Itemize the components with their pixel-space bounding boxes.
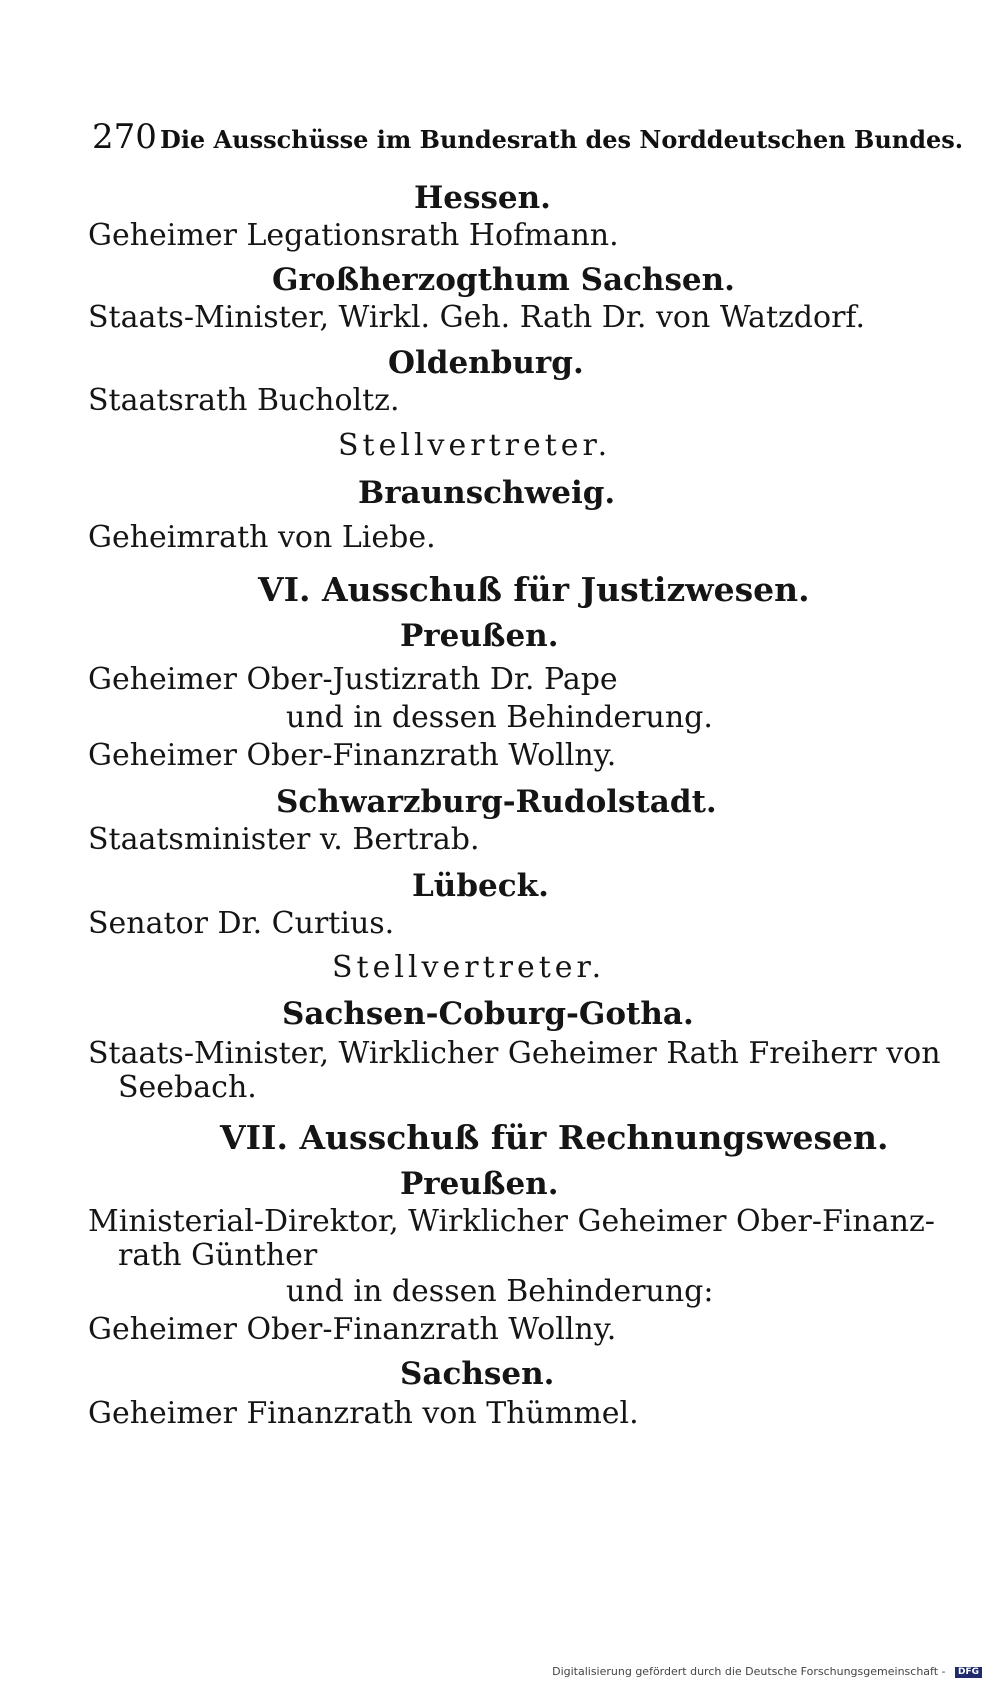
state-heading-oldenburg: Oldenburg.	[388, 345, 584, 381]
state-heading-schwarzburg-rudolstadt: Schwarzburg-Rudolstadt.	[276, 784, 717, 820]
member-line-continuation: rath Günther	[118, 1238, 318, 1273]
state-heading-preussen: Preußen.	[400, 1166, 559, 1202]
state-heading-preussen: Preußen.	[400, 618, 559, 654]
dfg-logo: DFG	[955, 1667, 982, 1678]
state-heading-luebeck: Lübeck.	[412, 868, 549, 904]
member-line: Staats-Minister, Wirklicher Geheimer Rath Freiherr von	[88, 1036, 941, 1071]
page-number: 270	[92, 117, 157, 157]
running-title: Die Ausschüsse im Bundesrath des Norddeutschen Bundes.	[160, 125, 964, 154]
deputies-label: Stellvertreter.	[338, 428, 612, 463]
committee-heading-vi: VI. Ausschuß für Justizwesen.	[258, 570, 810, 609]
state-heading-braunschweig: Braunschweig.	[358, 475, 616, 511]
state-heading-sachsen-coburg-gotha: Sachsen-Coburg-Gotha.	[282, 996, 694, 1032]
deputies-label: Stellvertreter.	[332, 950, 606, 985]
member-line: Staatsminister v. Bertrab.	[88, 822, 480, 857]
state-heading-hessen: Hessen.	[414, 180, 551, 216]
member-line: Geheimer Ober-Finanzrath Wollny.	[88, 738, 617, 773]
member-line: Ministerial-Direktor, Wirklicher Geheimer Ober-Finanz-	[88, 1204, 935, 1239]
member-line: Staats-Minister, Wirkl. Geh. Rath Dr. von Watzdorf.	[88, 300, 865, 335]
digitization-credit-text: Digitalisierung gefördert durch die Deutsche Forschungsgemeinschaft -	[552, 1665, 946, 1678]
member-line: Geheimer Ober-Finanzrath Wollny.	[88, 1312, 617, 1347]
member-line: Geheimrath von Liebe.	[88, 520, 436, 555]
member-line: Geheimer Legationsrath Hofmann.	[88, 218, 619, 253]
state-heading-sachsen: Sachsen.	[400, 1356, 555, 1392]
substitution-line: und in dessen Behinderung.	[286, 700, 713, 735]
member-line: Senator Dr. Curtius.	[88, 906, 395, 941]
committee-heading-vii: VII. Ausschuß für Rechnungswesen.	[220, 1118, 889, 1157]
member-line: Staatsrath Bucholtz.	[88, 383, 400, 418]
digitization-credit	[552, 1666, 982, 1678]
state-heading-grossherzogthum-sachsen: Großherzogthum Sachsen.	[272, 262, 735, 298]
member-line: Geheimer Finanzrath von Thümmel.	[88, 1396, 639, 1431]
substitution-line: und in dessen Behinderung:	[286, 1274, 714, 1309]
member-line: Geheimer Ober-Justizrath Dr. Pape	[88, 662, 618, 697]
member-line-continuation: Seebach.	[118, 1070, 257, 1105]
